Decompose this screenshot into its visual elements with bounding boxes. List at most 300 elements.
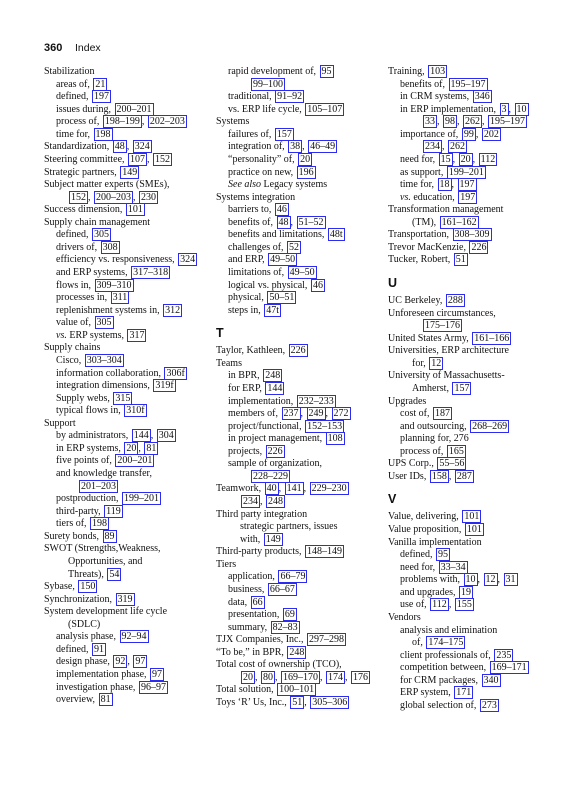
index-entry: 234 , 262 [425,141,465,153]
entry-text: Threats), [68,568,107,580]
page-reference-link[interactable]: 95 [438,549,448,561]
page-reference-link[interactable]: 308 [102,241,118,253]
entry-text: processes in, [56,292,110,304]
page-reference-link[interactable]: 202 [483,128,499,140]
page-reference-link[interactable]: 152 [155,153,171,165]
page-reference-link[interactable]: 95 [321,66,332,77]
index-entry [216,204,386,217]
page-reference-link[interactable]: 272 [333,408,349,420]
entry-text: Teams [216,357,242,369]
page-reference-link[interactable]: 152–153 [307,420,343,432]
entry-text: efficiency vs. responsiveness, [56,254,178,266]
entry-text: for CRM packages, [400,674,481,686]
entry-text: design phase, [56,656,113,668]
index-entry [216,242,386,255]
page-reference-link[interactable]: 47t [266,304,280,316]
page-reference-link[interactable]: 99–100 [253,78,283,90]
index-entry [44,455,222,468]
page-reference-link[interactable]: 196 [298,166,314,178]
page-reference-link[interactable]: 91–92 [277,91,303,103]
entry-text: education, [410,191,458,203]
page-reference-link[interactable]: 51 [455,254,466,266]
entry-text: Systems integration [216,191,296,203]
page-reference-link[interactable]: 20 [300,153,311,165]
page-reference-link[interactable]: 108 [327,433,343,445]
page-reference-link[interactable]: 20 [243,671,253,683]
page-reference-link[interactable]: 12 [485,574,496,586]
index-entry [44,468,222,481]
page-reference-link[interactable]: 174–175 [428,637,464,649]
index-entry [216,609,386,622]
index-entry [216,597,386,610]
page-reference-link[interactable]: 144 [133,430,149,442]
index-entry [216,571,386,584]
page-reference-link[interactable]: 309–310 [96,279,132,291]
entry-text: (TM), [412,216,439,228]
index-entry [44,569,222,582]
page-reference-link[interactable]: 304 [158,430,174,442]
page-reference-link[interactable]: 287 [456,470,472,482]
index-column-3 [388,66,564,712]
page-reference-link[interactable]: 158 [431,470,447,482]
index-entry [216,292,386,305]
entry-text: importance of, [400,128,461,140]
page-reference-link[interactable]: 101 [466,524,482,535]
page-reference-link[interactable]: 226 [290,345,306,357]
index-entry [44,556,222,569]
page-reference-link[interactable]: 10 [516,103,527,115]
page-reference-link[interactable]: 346 [474,91,490,103]
entry-text: United States Army, [388,332,472,344]
page-reference-link[interactable]: 81 [100,694,111,706]
entry-text: User IDs, [388,470,429,482]
entry-text: in BPR, [228,370,263,382]
page-reference-link[interactable]: 150 [80,581,96,593]
page-reference-link[interactable]: 195–197 [450,78,486,90]
page-reference-link[interactable]: 48 [278,216,289,228]
page-reference-link[interactable]: 175–176 [425,320,460,332]
entry-text: Supply webs, [56,392,113,404]
entry-text: as support, [400,166,446,178]
page-reference-link[interactable]: 249 [308,408,324,420]
index-entry [216,433,386,446]
index-entry [44,317,222,330]
page-reference-link[interactable]: 80 [263,671,273,683]
entry-text: in CRM systems, [400,91,472,103]
page-reference-link[interactable]: 226 [267,445,283,457]
index-entry [44,66,222,79]
page-reference-link[interactable]: 262 [450,141,465,153]
entry-text: Transformation management [388,204,504,216]
index-entry [44,631,222,644]
index-entry [44,91,222,104]
page-title: Index [74,42,101,54]
page-reference-link[interactable]: 157 [276,128,292,140]
entry-text: by administrators, [56,430,131,442]
index-entry [388,458,564,471]
entry-text: ERP system, [400,687,454,699]
page-reference-link[interactable]: 198–199 [104,116,140,128]
section-letter: T [216,326,224,341]
entry-text: and outsourcing, [400,420,470,432]
page-reference-link[interactable]: 149 [122,166,138,178]
page-reference-link[interactable]: 50–51 [269,292,295,304]
entry-text: global selection of, [400,699,479,711]
page-reference-link[interactable]: 226 [471,241,487,253]
page-reference-link[interactable]: 152 [71,191,86,203]
page-reference-link[interactable]: 81 [146,442,157,454]
page-reference-link[interactable]: 197 [459,179,475,191]
page-reference-link[interactable]: 97 [135,656,146,668]
entry-text: value of, [56,317,94,329]
entry-text: Subject matter experts (SMEs), [44,179,170,191]
section-letter: U [388,276,398,290]
page-header [44,42,101,54]
entry-text: vs. [400,191,411,203]
page-reference-link[interactable]: 319 [117,593,133,605]
entry-text: University of Massachusetts- [388,370,505,382]
page-reference-link[interactable]: 157 [454,382,470,394]
page-reference-link[interactable]: 273 [481,699,497,711]
index-entry [388,421,564,434]
page-reference-link[interactable]: 198 [92,518,108,530]
page-reference-link[interactable]: 174 [328,671,343,683]
index-column-1 [44,66,222,707]
page-reference-link[interactable]: 306f [166,367,185,379]
index-entry [44,531,222,544]
page-reference-link[interactable]: 324 [134,141,150,153]
page-reference-link[interactable]: 101 [127,204,143,216]
page-reference-link[interactable]: 171 [456,687,472,699]
entry-text: System development life cycle [44,606,168,618]
page-reference-link[interactable]: 248 [265,370,281,382]
entry-text: integration of, [228,141,288,153]
entry-text: Value, delivering, [388,511,462,523]
page-reference-link[interactable]: 305–306 [312,697,348,708]
index-entry [216,267,386,280]
page-reference-link[interactable]: 197 [460,191,476,203]
entry-text: Unforeseen circumstances, [388,307,496,319]
page-reference-link[interactable]: 141 [286,483,302,495]
page-reference-link[interactable]: 169–171 [491,662,527,674]
page-reference-link[interactable]: 98 [445,116,455,128]
page-reference-link[interactable]: 107 [130,153,146,165]
page-reference-link[interactable]: 112 [432,599,447,611]
page-reference-link[interactable]: 161–162 [441,216,477,228]
page-reference-link[interactable]: 187 [434,408,450,420]
entry-text: time for, [400,179,437,191]
index-entry [388,308,564,321]
page-reference-link[interactable]: 324 [180,254,196,266]
page-reference-link[interactable]: 52 [289,241,300,253]
page-reference-link[interactable]: 308–309 [454,229,490,241]
page-reference-link[interactable]: 54 [109,568,120,580]
entry-text: Universities, ERP architecture [388,345,509,357]
entry-text: Training, [388,66,428,77]
page-reference-link[interactable]: 305 [96,317,112,329]
page-reference-link[interactable]: 305 [94,229,109,241]
page-reference-link[interactable]: 96–97 [140,681,166,693]
entry-text: defined, [400,549,435,561]
entry-text: drivers of, [56,241,100,253]
page-reference-link[interactable]: 201–203 [81,480,116,492]
entry-text: defined, [56,91,91,103]
page-reference-link[interactable]: 33–34 [440,561,466,573]
entry-text: physical, [228,292,267,304]
index-entry: 33 , 98 , 262 , 195–197 [425,116,525,128]
entry-text: for ERP, [228,382,265,394]
index-entry [216,546,386,559]
page-reference-link[interactable]: 82–83 [272,621,298,633]
entry-text: TJX Companies, Inc., [216,634,306,646]
section-letter: V [388,492,397,507]
entry-text: of, [412,637,426,649]
entry-text: benefits of, [228,216,276,228]
page-reference-link[interactable]: 40 [266,483,277,495]
page-reference-link[interactable]: 19 [461,586,472,598]
page-reference-link[interactable]: 99 [463,128,474,140]
page-reference-link[interactable]: 230 [141,191,156,203]
entry-text: Trevor MacKenzie, [388,241,469,253]
page-reference-link[interactable]: 49–50 [289,267,315,278]
page-reference-link[interactable]: 89 [104,530,115,542]
page-reference-link[interactable]: 38 [290,141,301,153]
entry-text: Taylor, Kathleen, [216,345,288,357]
index-entry [216,458,386,471]
page-reference-link[interactable]: 105–107 [307,103,343,115]
entry-text: in ERP systems, [56,442,124,454]
page-reference-link[interactable]: 317–318 [133,267,169,278]
page-reference-link[interactable]: 176 [353,671,368,683]
index-entry: Teamwork, 40 , 141 , 229–230 [216,483,347,495]
page-reference-link[interactable]: 101 [464,511,480,523]
entry-text: vs. [56,329,67,341]
entry-text: application, [228,571,278,583]
entry-text: logical vs. physical, [228,279,310,291]
page-reference-link[interactable]: 46 [276,204,287,216]
index-entry [44,179,222,192]
index-entry [388,524,564,537]
page-reference-link[interactable]: 31 [505,574,516,586]
index-entry: integration of, 38 , 46–49 [228,141,336,153]
entry-text: for, [412,357,429,369]
page-reference-link[interactable]: 10 [465,574,476,586]
page-reference-link[interactable]: 119 [106,505,121,517]
index-entry [388,625,564,638]
index-entry [216,396,386,409]
index-entry: User IDs, 158 , 287 [388,470,472,482]
page-reference-link[interactable]: 100–101 [279,684,315,696]
index-entry [44,543,222,556]
index-entry: members of, 237 , 249 , 272 [228,408,349,420]
page-reference-link[interactable]: 317 [129,329,145,341]
entry-text: Supply chains [44,342,101,354]
page-reference-link[interactable]: 91 [94,643,104,655]
entry-text: traditional, [228,91,275,103]
page-reference-link[interactable]: 310f [126,405,145,417]
index-entry [44,518,222,531]
page-reference-link[interactable]: 144 [267,382,283,394]
entry-text: Opportunities, and [68,555,143,567]
index-entry [388,192,564,205]
page-reference-link[interactable]: 48 [114,141,125,153]
page-reference-link[interactable]: 237 [283,408,299,420]
page-reference-link[interactable]: 66 [252,596,263,608]
page-number: 360 [44,42,63,54]
page-reference-link[interactable]: 202–203 [149,116,185,128]
index-entry [44,682,222,695]
page-reference-link[interactable]: 199–201 [124,493,159,505]
index-entry: use of, 112 , 155 [400,599,472,611]
page-reference-link[interactable]: 51–52 [298,216,324,228]
page-reference-link[interactable]: 303–304 [86,354,122,366]
index-entry [216,370,386,383]
page-reference-link[interactable]: 155 [456,599,472,611]
entry-text: summary, [228,621,270,633]
page-reference-link[interactable]: 51 [292,697,303,708]
page-reference-link[interactable]: 311 [112,292,128,304]
entry-text: UPS Corp., [388,458,437,470]
page-reference-link[interactable]: 315 [115,392,131,404]
entry-text: ERP systems, [66,329,127,341]
page-reference-link[interactable]: 262 [465,116,480,128]
page-reference-link[interactable]: 197 [94,91,109,103]
page-reference-link[interactable]: 234 [425,141,440,153]
page-reference-link[interactable]: 97 [152,669,163,680]
entry-text: typical flows in, [56,405,124,417]
entry-text: Tiers [216,558,237,570]
page-reference-link[interactable]: 92 [115,656,126,668]
index-entry: need for, 15 , 20 , 112 [400,153,496,165]
page-reference-link[interactable]: 92–94 [121,631,147,643]
entry-text: replenishment systems in, [56,304,163,316]
page-reference-link[interactable]: 20 [126,442,137,454]
page-reference-link[interactable]: 288 [447,295,463,306]
entry-text: third-party, [56,505,104,517]
index-entry [388,345,564,358]
index-entry [388,242,564,255]
page-reference-link[interactable]: 15 [440,153,451,165]
entry-text: areas of, [56,78,93,90]
page-reference-link[interactable]: 18 [439,179,450,191]
page-reference-link[interactable]: 200–203 [96,191,131,203]
entry-text: Vanilla implementation [388,536,482,548]
page-reference-link[interactable]: 3 [501,103,507,115]
page-reference-link[interactable]: 248 [289,646,305,658]
page-reference-link[interactable]: 66–67 [269,583,295,595]
page-reference-link[interactable]: 312 [165,304,181,316]
page-reference-link[interactable]: 195–197 [490,116,525,128]
page-reference-link[interactable]: 319f [155,380,174,392]
page-reference-link[interactable]: 297–298 [309,634,344,646]
page-reference-link[interactable]: 268–269 [472,420,508,432]
page-reference-link[interactable]: 200–201 [117,455,153,467]
page-reference-link[interactable]: 235 [496,649,512,661]
entry-text: need for, [400,561,438,573]
entry-text: overview, [56,694,98,706]
index-entry: Steering committee, 107 , 152 [44,153,171,165]
page-reference-link[interactable]: 49–50 [270,254,296,266]
entry-text: Upgrades [388,395,427,407]
index-entry [44,669,222,682]
page-reference-link[interactable]: 21 [95,78,106,90]
index-entry [216,584,386,597]
index-entry [44,79,222,92]
index-entry [44,342,222,355]
entry-text: cost of, [400,408,432,420]
page-reference-link[interactable]: 48t [329,229,343,241]
index-entry [388,383,564,396]
entry-text: defined, [56,643,91,655]
page-reference-link[interactable]: 20 [460,153,471,165]
index-entry [388,587,564,600]
page-reference-link[interactable]: 200–201 [116,103,152,115]
page-reference-link[interactable]: 33 [425,116,435,128]
index-entry: Standardization, 48 , 324 [44,141,150,153]
page-reference-link[interactable]: 229–230 [311,483,347,495]
page-reference-link[interactable]: 169–170 [283,671,318,683]
entry-text: business, [228,583,267,595]
entry-text: practice on new, [228,166,296,178]
entry-text: process of, [56,116,102,128]
entry-text: benefits of, [400,78,448,90]
page-reference-link[interactable]: 232–233 [298,395,334,407]
index-entry [44,594,222,607]
entry-text: limitations of, [228,267,287,278]
page-reference-link[interactable]: 112 [480,153,496,165]
entry-text: failures of, [228,128,274,140]
index-entry [388,637,564,650]
index-entry [216,358,386,371]
entry-text: Systems [216,116,250,128]
entry-text: Vendors [388,611,421,623]
page-reference-link[interactable]: 55–56 [439,458,465,470]
page-reference-link[interactable]: 340 [483,674,499,686]
page-reference-link[interactable]: 148–149 [307,546,343,558]
page-reference-link[interactable]: 161–166 [474,332,510,344]
index-entry: 234 , 248 [243,496,283,507]
page-reference-link[interactable]: 198 [95,128,111,140]
index-entry [388,91,564,104]
page-reference-link[interactable]: 228–229 [253,470,288,482]
index-entry [216,154,386,167]
index-entry [44,405,222,418]
page-reference-link[interactable]: 165 [448,445,464,457]
index-entry [216,509,386,522]
index-entry [388,229,564,242]
page-reference-link[interactable]: 149 [265,533,281,545]
entry-text: See also [228,179,262,191]
page-reference-link[interactable]: 46 [312,279,323,291]
page-reference-link[interactable]: 103 [430,66,446,77]
index-entry [44,330,222,343]
page-reference-link[interactable]: 12 [431,357,442,369]
index-entry [388,295,564,308]
index-entry [44,292,222,305]
page-reference-link[interactable]: 46–49 [310,141,336,153]
page-reference-link[interactable]: 248 [268,496,283,507]
page-reference-link[interactable]: 69 [284,609,295,621]
index-entry [44,267,222,280]
entry-text: Total cost of ownership (TCO), [216,659,342,671]
page-reference-link[interactable]: 66–79 [280,571,306,583]
entry-text: data, [228,596,250,608]
entry-text: in ERP implementation, [400,103,499,115]
entry-text: Amherst, [412,382,452,394]
index-entry [388,204,564,217]
page-reference-link[interactable]: 234 [243,496,258,507]
page-reference-link[interactable]: 199–201 [448,166,484,178]
